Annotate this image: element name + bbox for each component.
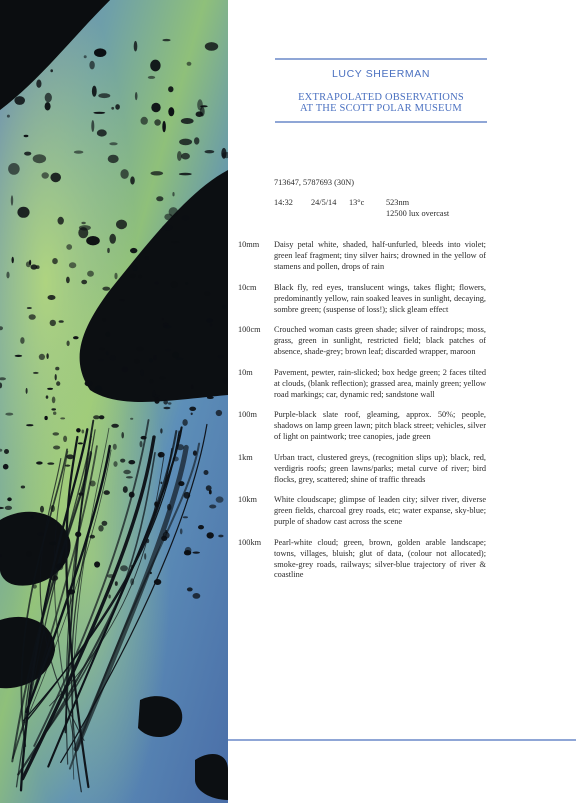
observation-wavelength: 523nm xyxy=(386,198,410,207)
entry-scale-100m: 100m xyxy=(238,410,257,419)
entry-scale-1km: 1km xyxy=(238,453,253,462)
entry-scale-10km: 10km xyxy=(238,495,257,504)
header-bottom-rule xyxy=(275,121,487,123)
entry-text-100cm: Crouched woman casts green shade; silver of raindrops; moss, grass, green in sunlight, restricted field; black patches of absence, shade-grey; brown leaf; discarded wrapper, maroon xyxy=(274,325,486,356)
entry-scale-100km: 100km xyxy=(238,538,262,547)
observation-date: 24/5/14 xyxy=(311,198,337,207)
satellite-image xyxy=(0,0,228,803)
entry-text-100km: Pearl-white cloud; green, brown, golden arable landscape; towns, villages, bluish; glut of data, (colour not allocated); smoke-grey roads, railways; silver-blue trajectory of river & coastline xyxy=(274,538,486,580)
entry-text-10cm: Black fly, red eyes, translucent wings, takes flight; flowers, predominantly yellow, rain soaked leaves in sunlight, decaying, sombre green; (suspense of loss!); slick gleam effect xyxy=(274,283,486,314)
entry-text-10m: Pavement, pewter, rain-slicked; box hedge green; 2 faces tilted at clouds, (blank reflection); grassed area, mainly green; yellow road markings; car, dynamic red; sandstone wall xyxy=(274,368,486,399)
location-coordinates: 713647, 5787693 (30N) xyxy=(274,178,354,187)
observation-light: 12500 lux overcast xyxy=(386,209,450,218)
author-name: LUCY SHEERMAN xyxy=(331,68,431,80)
observation-time: 14:32 xyxy=(274,198,293,207)
entry-text-10mm: Daisy petal white, shaded, half-unfurled, bleeds into violet; green leaf fragment; tiny silver hairs; drowned in the yellow of stamens and pollen, drops of rain xyxy=(274,240,486,271)
header-top-rule xyxy=(275,58,487,60)
title-line-1: EXTRAPOLATED OBSERVATIONS xyxy=(298,92,464,103)
entry-text-10km: White cloudscape; glimpse of leaden city; silver river, diverse green fields, charcoal grey roads, etc; water expanse, sky-blue; purple of shadow cast across the scene xyxy=(274,495,486,526)
title-line-2: AT THE SCOTT POLAR MUSEUM xyxy=(300,103,462,114)
footer-rule xyxy=(228,739,576,741)
document-title xyxy=(275,92,487,114)
entry-scale-10cm: 10cm xyxy=(238,283,257,292)
entry-text-1km: Urban tract, clustered greys, (recognition slips up); black, red, verdigris roofs; green lawns/parks; metal curve of river; bird flocks, grey, scattered; shine of traffic threads xyxy=(274,453,486,484)
entry-scale-10m: 10m xyxy=(238,368,253,377)
entry-scale-10mm: 10mm xyxy=(238,240,260,249)
entry-scale-100cm: 100cm xyxy=(238,325,261,334)
observation-temperature: 13°c xyxy=(349,198,365,207)
entry-text-100m: Purple-black slate roof, gleaming, approx. 50%; people, shadows on lamp green lawn; pitch black street; vehicles, silver of light on paintwork; tree canopies, jade green xyxy=(274,410,486,441)
